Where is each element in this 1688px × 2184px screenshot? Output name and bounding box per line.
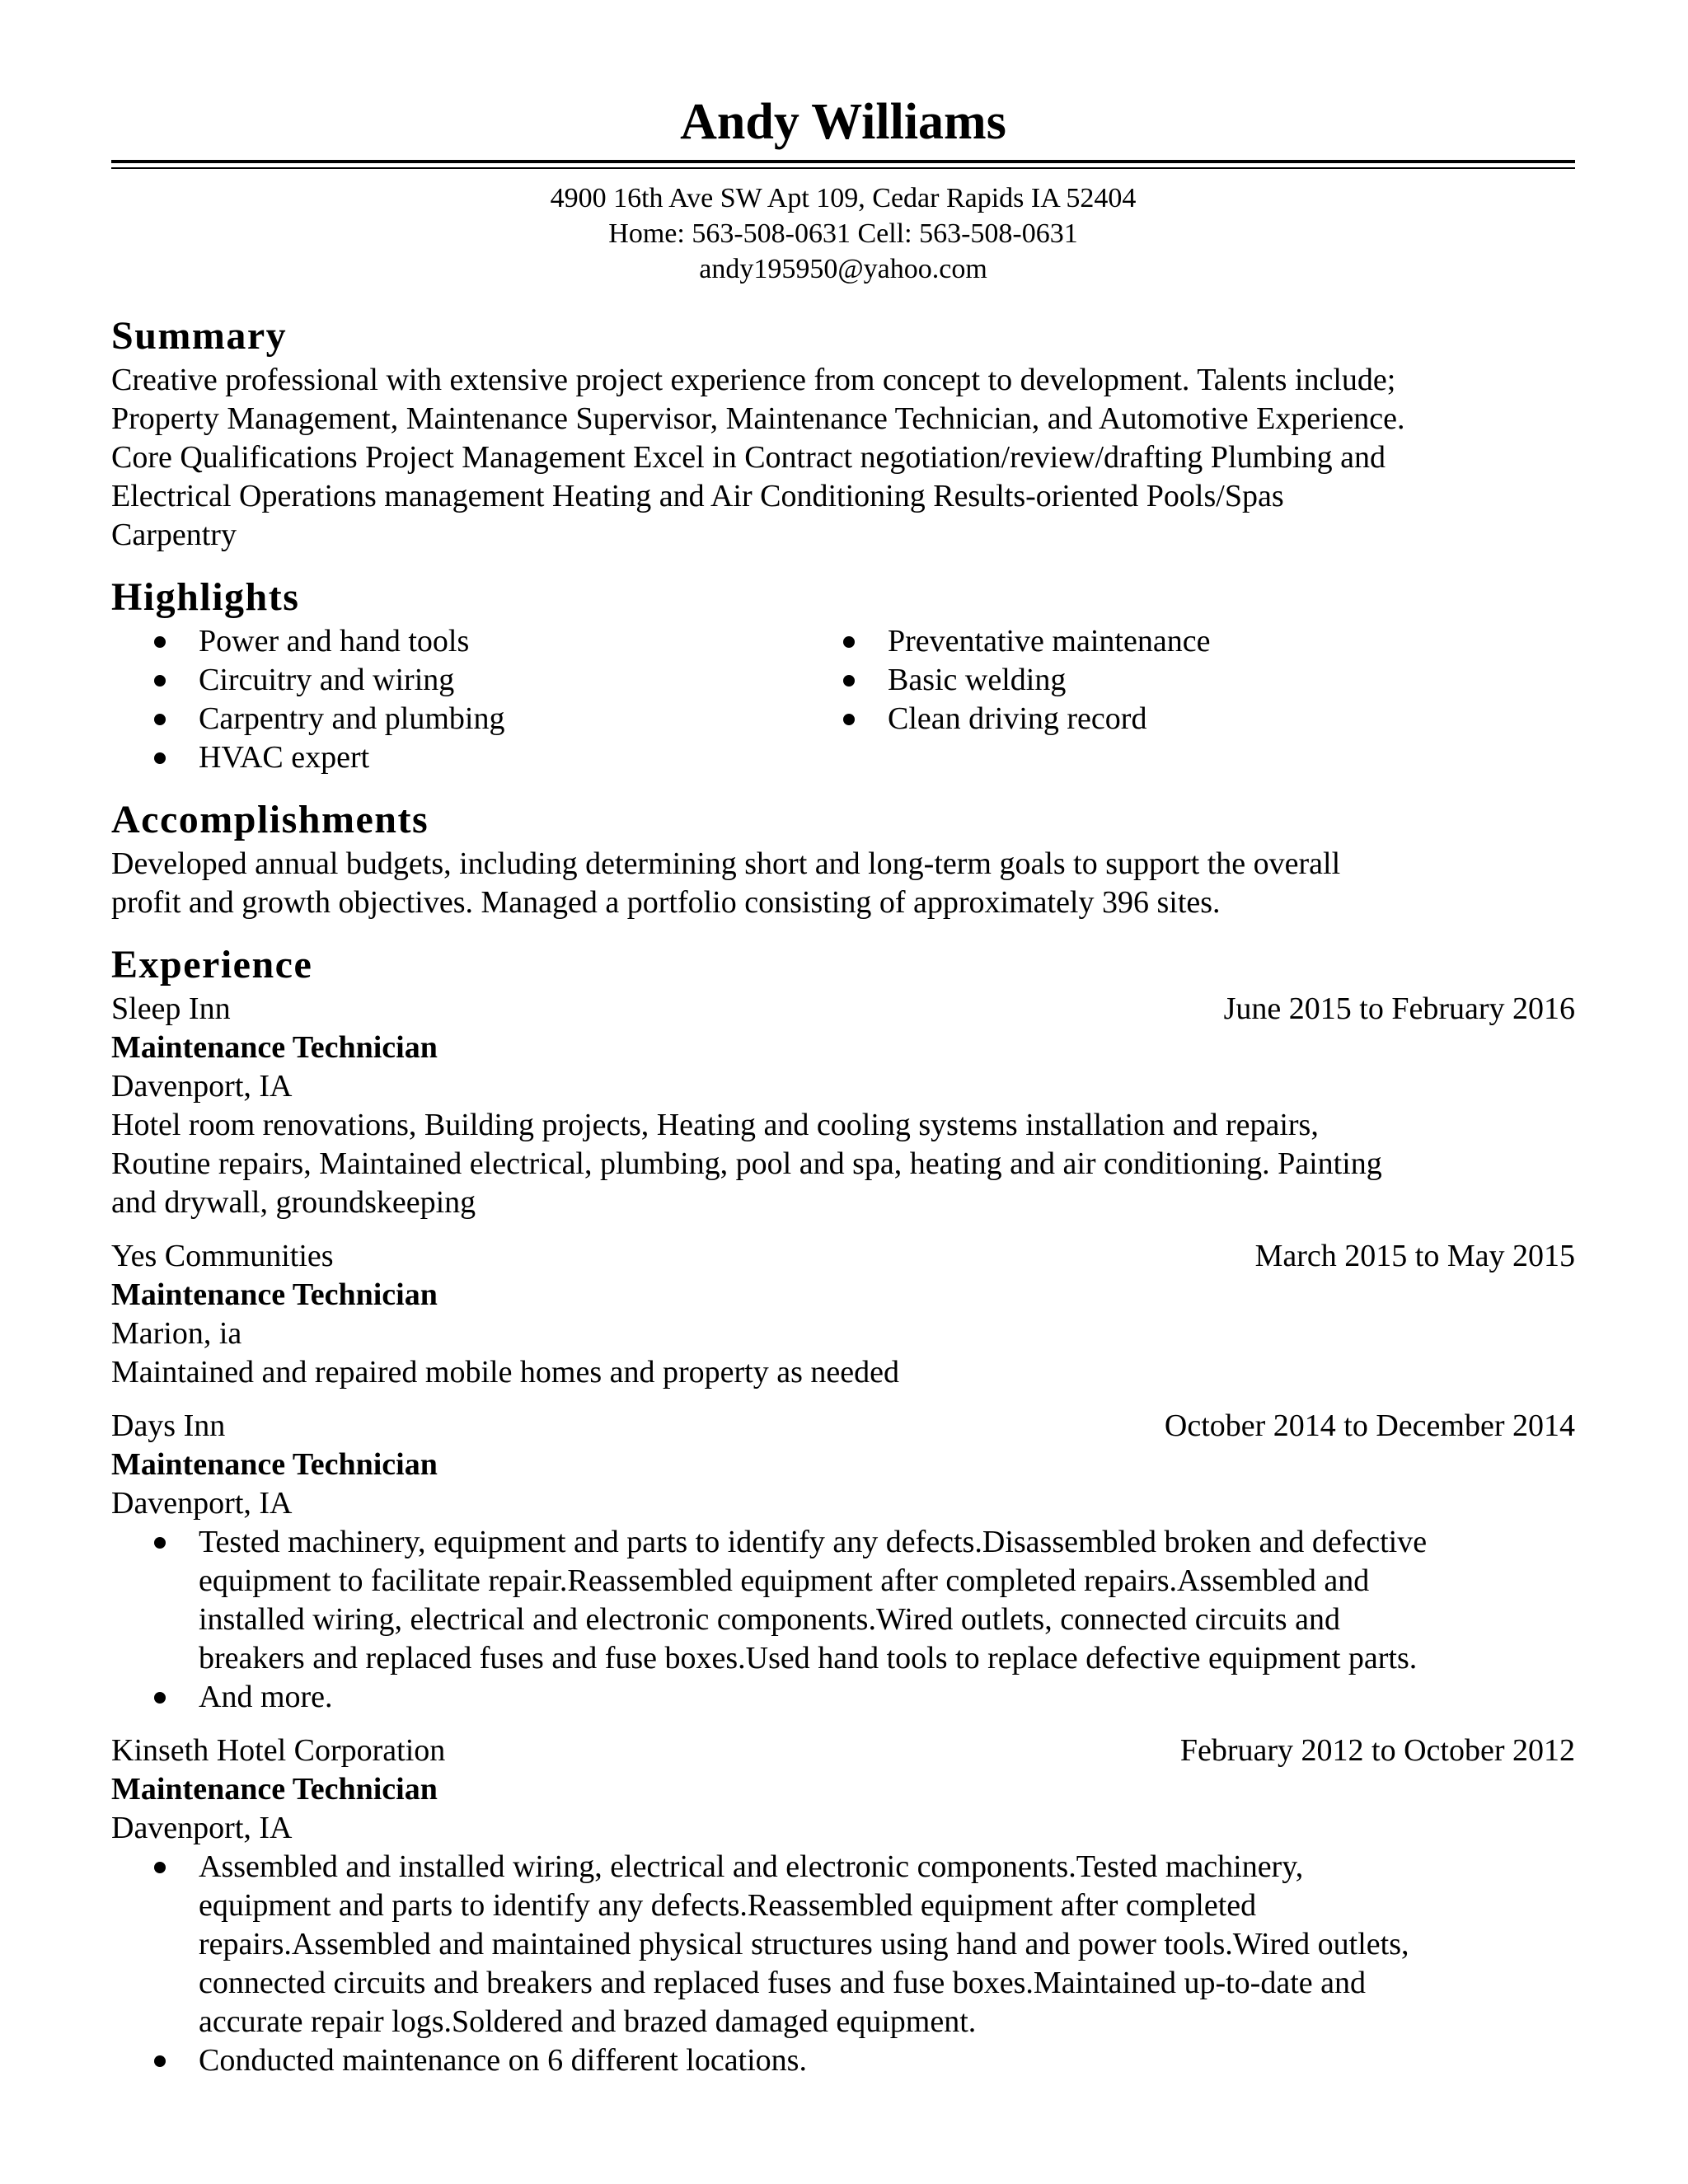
job-description-line: Maintained and repaired mobile homes and property as needed bbox=[111, 1355, 899, 1390]
highlight-text: Power and hand tools bbox=[199, 624, 470, 658]
accomplishments-section bbox=[111, 795, 1575, 922]
job-title: Maintenance Technician bbox=[111, 1277, 438, 1312]
contact-email: andy195950@yahoo.com bbox=[699, 254, 987, 284]
job-entry bbox=[111, 1407, 1575, 1717]
highlight-text: Basic welding bbox=[888, 663, 1067, 697]
highlights-heading: Highlights bbox=[111, 575, 300, 619]
job-entry bbox=[111, 990, 1575, 1222]
highlight-text: Preventative maintenance bbox=[888, 624, 1211, 658]
highlights-section bbox=[111, 573, 1575, 777]
job-bullet bbox=[154, 2041, 1575, 2080]
job-bullet-line: equipment to facilitate repair.Reassembled equipment after completed repairs.Assembled and bbox=[199, 1563, 1370, 1598]
job-description bbox=[111, 1106, 1575, 1222]
job-company: Kinseth Hotel Corporation bbox=[111, 1733, 446, 1768]
job-description-line: and drywall, groundskeeping bbox=[111, 1185, 476, 1220]
summary-line: Electrical Operations management Heating and Air Conditioning Results-oriented Pools/Spas bbox=[111, 479, 1284, 513]
job-entry bbox=[111, 1732, 1575, 2080]
job-dates: March 2015 to May 2015 bbox=[1254, 1239, 1575, 1273]
job-company: Sleep Inn bbox=[111, 991, 231, 1026]
job-bullet-line: connected circuits and breakers and replaced fuses and fuse boxes.Maintained up-to-date and bbox=[199, 1966, 1366, 2000]
job-location: Davenport, IA bbox=[111, 1069, 293, 1104]
job-bullet bbox=[154, 1523, 1575, 1678]
job-location: Davenport, IA bbox=[111, 1486, 293, 1521]
candidate-name: Andy Williams bbox=[680, 94, 1006, 150]
job-bullet bbox=[154, 1678, 1575, 1717]
summary-text bbox=[111, 361, 1575, 555]
bullet-icon bbox=[154, 1862, 166, 1873]
header-rule-thick bbox=[111, 160, 1575, 163]
highlight-item bbox=[843, 622, 1575, 661]
highlight-item bbox=[843, 700, 1575, 738]
job-bullet-list bbox=[111, 1523, 1575, 1717]
highlight-text: Circuitry and wiring bbox=[199, 663, 455, 697]
highlight-item bbox=[843, 661, 1575, 700]
job-location: Marion, ia bbox=[111, 1316, 242, 1351]
highlight-item bbox=[154, 700, 843, 738]
summary-heading: Summary bbox=[111, 314, 288, 358]
job-bullet bbox=[154, 1848, 1575, 2041]
job-title: Maintenance Technician bbox=[111, 1447, 438, 1482]
bullet-icon bbox=[154, 675, 166, 687]
summary-line: Creative professional with extensive project experience from concept to development. Talents include; bbox=[111, 363, 1396, 397]
bullet-icon bbox=[154, 636, 166, 648]
job-bullet-line: breakers and replaced fuses and fuse boxes.Used hand tools to replace defective equipment parts. bbox=[199, 1641, 1418, 1675]
summary-line: Carpentry bbox=[111, 518, 237, 552]
resume-sheet bbox=[111, 91, 1575, 2080]
highlights-left-column bbox=[111, 622, 843, 777]
contact-phones: Home: 563-508-0631 Cell: 563-508-0631 bbox=[608, 218, 1078, 249]
job-header bbox=[111, 1407, 1575, 1446]
job-bullet-line: And more. bbox=[199, 1680, 333, 1714]
highlight-item bbox=[154, 738, 843, 777]
contact-address: 4900 16th Ave SW Apt 109, Cedar Rapids IA 52404 bbox=[550, 183, 1137, 213]
job-bullet-line: installed wiring, electrical and electronic components.Wired outlets, connected circuits and bbox=[199, 1602, 1340, 1637]
bullet-icon bbox=[154, 1692, 166, 1704]
bullet-icon bbox=[843, 675, 855, 687]
highlights-right-column bbox=[843, 622, 1575, 777]
highlight-text: HVAC expert bbox=[199, 740, 370, 775]
job-description bbox=[111, 1353, 1575, 1392]
accomplishments-line: profit and growth objectives. Managed a portfolio consisting of approximately 396 sites. bbox=[111, 885, 1221, 920]
job-bullet-line: Conducted maintenance on 6 different locations. bbox=[199, 2043, 807, 2078]
accomplishments-line: Developed annual budgets, including determining short and long-term goals to support the overall bbox=[111, 846, 1341, 881]
job-bullet-line: Tested machinery, equipment and parts to identify any defects.Disassembled broken and defective bbox=[199, 1525, 1428, 1559]
experience-section bbox=[111, 940, 1575, 2080]
job-company: Days Inn bbox=[111, 1408, 226, 1443]
highlights-grid bbox=[111, 622, 1575, 777]
highlight-item bbox=[154, 622, 843, 661]
job-bullet-list bbox=[111, 1848, 1575, 2080]
job-bullet-line: repairs.Assembled and maintained physical structures using hand and power tools.Wired outlets, bbox=[199, 1927, 1409, 1961]
job-header bbox=[111, 1732, 1575, 1770]
job-description-line: Routine repairs, Maintained electrical, plumbing, pool and spa, heating and air conditioning. Painting bbox=[111, 1146, 1382, 1181]
job-dates: June 2015 to February 2016 bbox=[1223, 991, 1575, 1026]
summary-section bbox=[111, 312, 1575, 555]
job-header bbox=[111, 990, 1575, 1029]
header-rule-thin bbox=[111, 167, 1575, 169]
bullet-icon bbox=[154, 2055, 166, 2067]
job-title: Maintenance Technician bbox=[111, 1772, 438, 1807]
highlight-text: Carpentry and plumbing bbox=[199, 701, 505, 736]
highlight-text: Clean driving record bbox=[888, 701, 1147, 736]
contact-block bbox=[111, 180, 1575, 287]
summary-line: Core Qualifications Project Management Excel in Contract negotiation/review/drafting Plumbing and bbox=[111, 440, 1386, 475]
job-description-line: Hotel room renovations, Building projects, Heating and cooling systems installation and repairs, bbox=[111, 1108, 1319, 1142]
job-company: Yes Communities bbox=[111, 1239, 334, 1273]
accomplishments-heading: Accomplishments bbox=[111, 798, 429, 841]
experience-heading: Experience bbox=[111, 943, 313, 987]
job-dates: October 2014 to December 2014 bbox=[1164, 1408, 1575, 1443]
job-bullet-line: equipment and parts to identify any defects.Reassembled equipment after completed bbox=[199, 1888, 1257, 1923]
bullet-icon bbox=[154, 752, 166, 764]
job-entry bbox=[111, 1237, 1575, 1392]
job-bullet-line: Assembled and installed wiring, electrical and electronic components.Tested machinery, bbox=[199, 1849, 1304, 1884]
bullet-icon bbox=[154, 714, 166, 725]
bullet-icon bbox=[154, 1537, 166, 1549]
job-dates: February 2012 to October 2012 bbox=[1179, 1733, 1575, 1768]
job-bullet-line: accurate repair logs.Soldered and brazed damaged equipment. bbox=[199, 2004, 977, 2039]
highlight-item bbox=[154, 661, 843, 700]
accomplishments-text bbox=[111, 845, 1575, 922]
job-location: Davenport, IA bbox=[111, 1811, 293, 1845]
summary-line: Property Management, Maintenance Supervisor, Maintenance Technician, and Automotive Experience. bbox=[111, 401, 1405, 436]
bullet-icon bbox=[843, 636, 855, 648]
bullet-icon bbox=[843, 714, 855, 725]
job-title: Maintenance Technician bbox=[111, 1030, 438, 1065]
job-header bbox=[111, 1237, 1575, 1276]
